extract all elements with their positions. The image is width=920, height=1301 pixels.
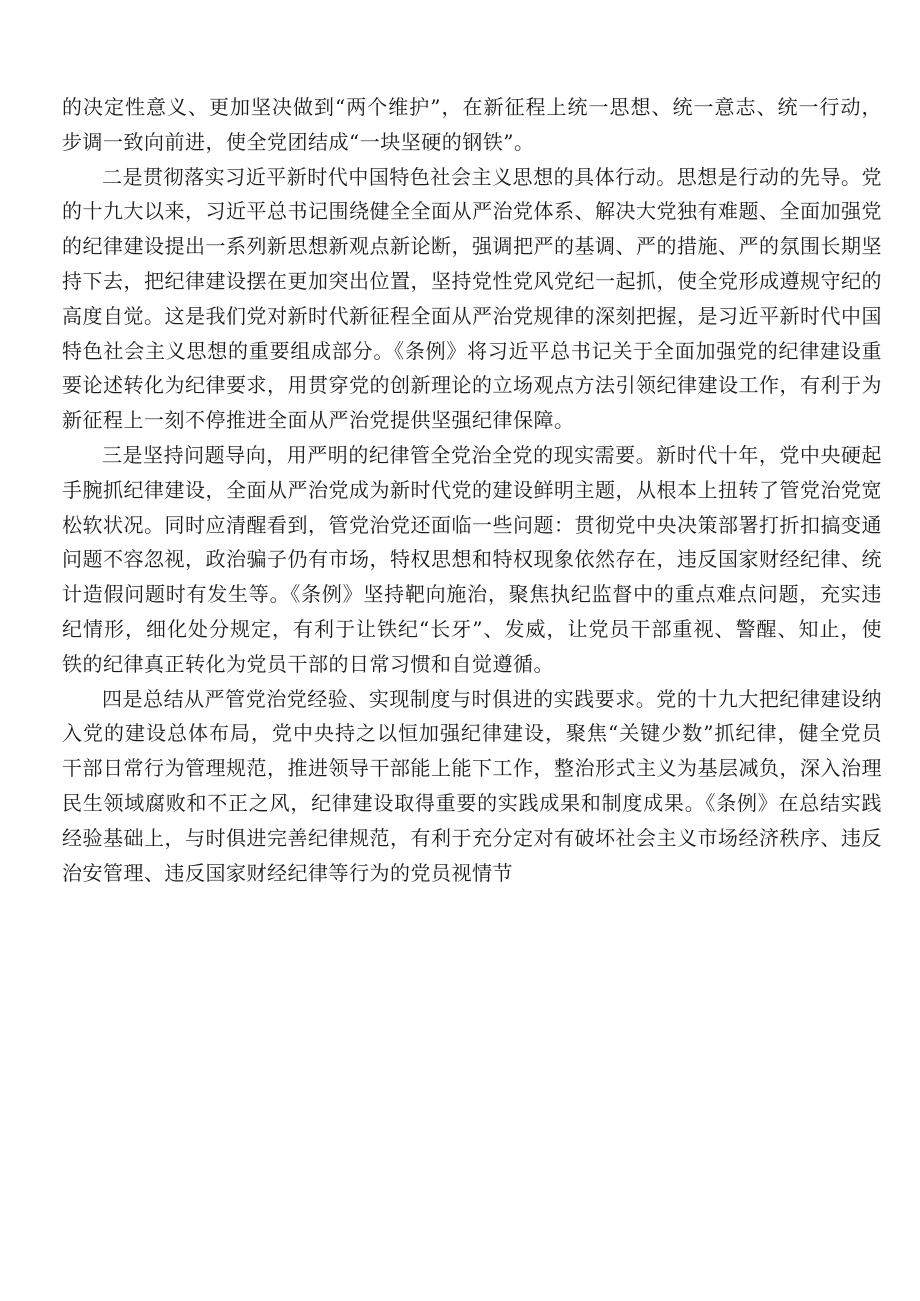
paragraph-point-three: 三是坚持问题导向，用严明的纪律管全党治全党的现实需要。新时代十年，党中央硬起手腕抓纪律建设，全面从严治党成为新时代党的建设鲜明主题，从根本上扭转了管党治党宽松软状况。同时应清醒看到，管党治党还面临一些问题：贯彻党中央决策部署打折扣搞变通问题不容忽视，政治骗子仍有市场，特权思想和特权现象依然存在，违反国家财经纪律、统计造假问题时有发生等。《条例》坚持靶向施治，聚焦执纪监督中的重点难点问题，充实违纪情形，细化处分规定，有利于让铁纪“长牙”、发威，让党员干部重视、警醒、知止，使铁的纪律真正转化为党员干部的日常习惯和自觉遵循。	[62, 442, 882, 676]
document-body	[62, 90, 882, 890]
paragraph-point-two: 二是贯彻落实习近平新时代中国特色社会主义思想的具体行动。思想是行动的先导。党的十九大以来，习近平总书记围绕健全全面从严治党体系、解决大党独有难题、全面加强党的纪律建设提出一系列新思想新观点新论断，强调把严的基调、严的措施、严的氛围长期坚持下去，把纪律建设摆在更加突出位置，坚持党性党风党纪一起抓，使全党形成遵规守纪的高度自觉。这是我们党对新时代新征程全面从严治党规律的深刻把握，是习近平新时代中国特色社会主义思想的重要组成部分。《条例》将习近平总书记关于全面加强党的纪律建设重要论述转化为纪律要求，用贯穿党的创新理论的立场观点方法引领纪律建设工作，有利于为新征程上一刻不停推进全面从严治党提供坚强纪律保障。	[62, 164, 882, 433]
paragraph-continuation: 的决定性意义、更加坚决做到“两个维护”，在新征程上统一思想、统一意志、统一行动，步调一致向前进，使全党团结成“一块坚硬的钢铁”。	[62, 95, 882, 154]
paragraph-point-four: 四是总结从严管党治党经验、实现制度与时俱进的实践要求。党的十九大把纪律建设纳入党的建设总体布局，党中央持之以恒加强纪律建设，聚焦“关键少数”抓纪律，健全党员干部日常行为管理规范，推进领导干部能上能下工作，整治形式主义为基层减负，深入治理民生领域腐败和不正之风，纪律建设取得重要的实践成果和制度成果。《条例》在总结实践经验基础上，与时俱进完善纪律规范，有利于充分定对有破坏社会主义市场经济秩序、违反治安管理、违反国家财经纪律等行为的党员视情节	[62, 686, 882, 885]
